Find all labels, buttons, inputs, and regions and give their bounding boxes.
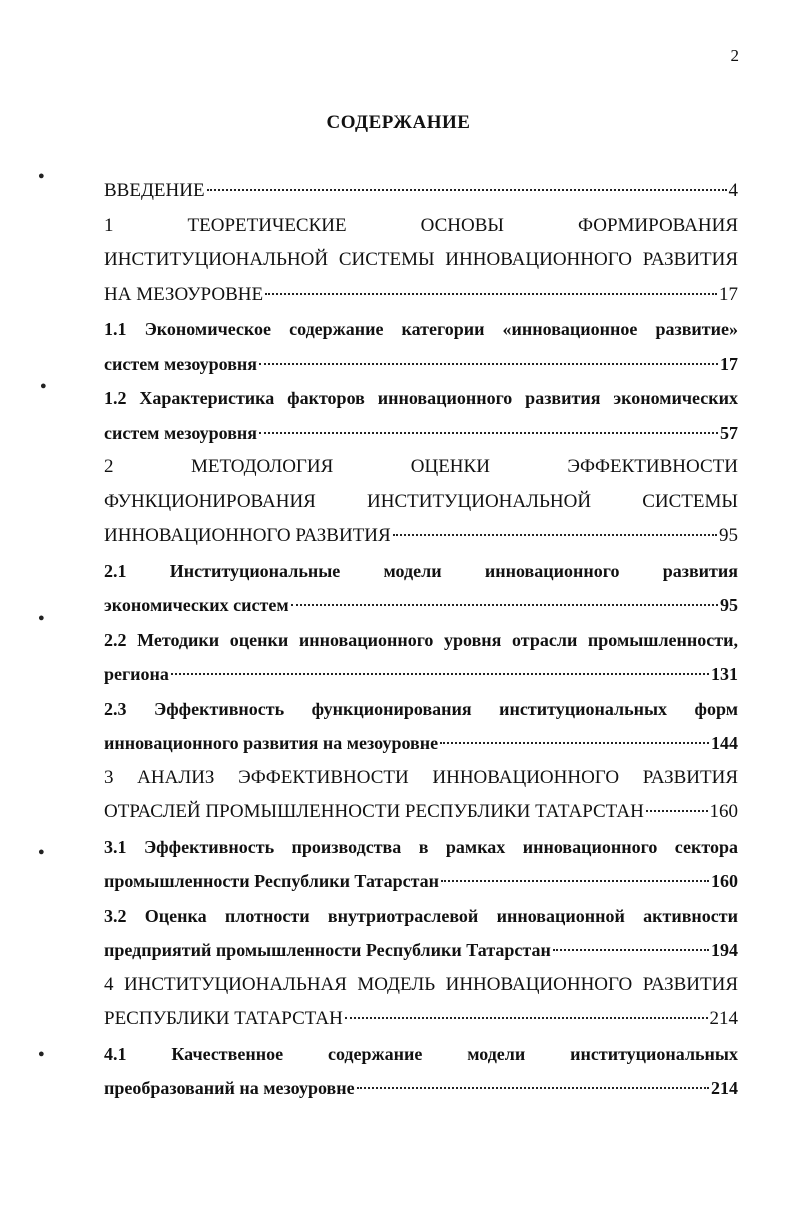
toc-entry-leader-line: [104, 795, 738, 830]
toc-entry-leader-line: [104, 657, 738, 692]
toc-entry[interactable]: [104, 209, 738, 313]
toc-entry[interactable]: [104, 1037, 738, 1106]
toc-entry-leader-line: [104, 278, 738, 313]
toc-entry-page: 214: [709, 1008, 738, 1029]
margin-mark: ●: [38, 612, 45, 624]
toc-entry-line: 4 ИНСТИТУЦИОНАЛЬНАЯ МОДЕЛЬ ИННОВАЦИОННОГО РАЗВИТИЯ: [104, 973, 738, 995]
toc-entry-leader-line: [104, 864, 738, 899]
dot-leader: [259, 363, 718, 365]
toc-entry-text: экономических систем: [104, 595, 289, 615]
toc-entry-text: РЕСПУБЛИКИ ТАТАРСТАН: [104, 1008, 343, 1029]
toc-entry-page: 194: [711, 940, 738, 960]
toc-entry-page: 4: [728, 180, 738, 201]
margin-mark: ●: [38, 846, 45, 858]
margin-mark: ●: [38, 170, 45, 182]
toc-entry-leader-line: [104, 588, 738, 623]
dot-leader: [357, 1087, 709, 1089]
dot-leader: [441, 880, 709, 882]
margin-mark: ●: [38, 1048, 45, 1060]
toc-entry-text: систем мезоуровня: [104, 422, 258, 443]
toc-entry-line: ИНСТИТУЦИОНАЛЬНОЙ СИСТЕМЫ ИННОВАЦИОННОГО РАЗВИТИЯ: [104, 249, 738, 270]
dot-leader: [440, 742, 709, 744]
table-of-contents: [104, 174, 738, 1106]
toc-entry-text: систем мезоуровня: [104, 353, 258, 374]
toc-entry-page: 95: [720, 595, 738, 615]
toc-entry-text: промышленности Республики Татарстан: [104, 871, 440, 891]
toc-entry-line: 3 АНАЛИЗ ЭФФЕКТИВНОСТИ ИННОВАЦИОННОГО РАЗВИТИЯ: [104, 766, 738, 788]
toc-entry-leader-line: [104, 1071, 738, 1106]
toc-entry-text: инновационного развития на мезоуровне: [104, 733, 439, 753]
page-number: 2: [730, 46, 739, 65]
toc-entry-page: 160: [709, 801, 738, 822]
toc-entry[interactable]: [104, 761, 738, 830]
margin-mark: ●: [40, 380, 47, 392]
toc-entry-line: 2.3 Эффективность функционирования институциональных форм: [104, 698, 738, 719]
toc-entry-line: 1 ТЕОРЕТИЧЕСКИЕ ОСНОВЫ ФОРМИРОВАНИЯ: [104, 214, 738, 236]
toc-entry-line: 3.1 Эффективность производства в рамках инновационного сектора: [104, 836, 738, 857]
toc-entry-page: 95: [719, 525, 738, 546]
toc-entry-text: ОТРАСЛЕЙ ПРОМЫШЛЕННОСТИ РЕСПУБЛИКИ ТАТАРСТАН: [104, 801, 644, 822]
toc-entry-leader-line: [104, 1002, 738, 1037]
toc-entry[interactable]: [104, 830, 738, 899]
toc-entry-leader-line: [104, 519, 738, 554]
toc-entry-leader-line: [104, 726, 738, 761]
toc-entry-leader-line: [104, 416, 738, 451]
toc-entry-page: 214: [711, 1078, 738, 1098]
dot-leader: [345, 1017, 708, 1019]
dot-leader: [291, 604, 718, 606]
toc-entry-page: 144: [711, 733, 738, 753]
toc-entry-leader-line: [104, 933, 738, 968]
toc-entry-text: предприятий промышленности Республики Татарстан: [104, 940, 551, 960]
toc-entry-line: 2.2 Методики оценки инновационного уровня отрасли промышленности,: [104, 629, 738, 650]
page-title: СОДЕРЖАНИЕ: [326, 112, 471, 133]
dot-leader: [259, 432, 718, 434]
toc-entry-page: 17: [720, 353, 738, 374]
toc-entry[interactable]: [104, 692, 738, 761]
toc-entry-page: 57: [720, 422, 738, 443]
toc-entry[interactable]: [104, 381, 738, 450]
toc-entry-line: 1.2 Характеристика факторов инновационного развития экономических: [104, 388, 738, 408]
dot-leader: [207, 189, 727, 191]
toc-entry-text: преобразований на мезоуровне: [104, 1078, 355, 1098]
toc-entry-line: 2.1 Институциональные модели инновационного развития: [104, 560, 738, 581]
toc-entry-line: 2 МЕТОДОЛОГИЯ ОЦЕНКИ ЭФФЕКТИВНОСТИ: [104, 456, 738, 477]
dot-leader: [265, 293, 717, 295]
dot-leader: [171, 673, 709, 675]
toc-entry-leader-line: [104, 347, 738, 382]
toc-entry[interactable]: [104, 899, 738, 968]
toc-entry-line: 4.1 Качественное содержание модели институциональных: [104, 1043, 738, 1064]
toc-entry[interactable]: [104, 623, 738, 692]
toc-entry-page: 131: [711, 664, 738, 684]
toc-entry-text: ВВЕДЕНИЕ: [104, 180, 205, 201]
toc-entry-line: 1.1 Экономическое содержание категории «инновационное развитие»: [104, 319, 738, 339]
toc-entry-text: ИННОВАЦИОННОГО РАЗВИТИЯ: [104, 525, 391, 546]
toc-entry-text: НА МЕЗОУРОВНЕ: [104, 283, 264, 305]
toc-entry-text: региона: [104, 664, 169, 684]
toc-entry[interactable]: [104, 312, 738, 381]
toc-entry[interactable]: [104, 554, 738, 623]
toc-entry[interactable]: [104, 174, 738, 209]
toc-entry-page: 160: [711, 871, 738, 891]
toc-entry[interactable]: [104, 450, 738, 554]
toc-entry[interactable]: [104, 968, 738, 1037]
dot-leader: [646, 810, 708, 812]
toc-entry-page: 17: [719, 283, 738, 305]
toc-entry-line: 3.2 Оценка плотности внутриотраслевой инновационной активности: [104, 905, 738, 926]
toc-entry-line: ФУНКЦИОНИРОВАНИЯ ИНСТИТУЦИОНАЛЬНОЙ СИСТЕМЫ: [104, 490, 738, 512]
toc-entry-leader-line: [104, 174, 738, 209]
dot-leader: [553, 949, 709, 951]
dot-leader: [393, 534, 717, 536]
